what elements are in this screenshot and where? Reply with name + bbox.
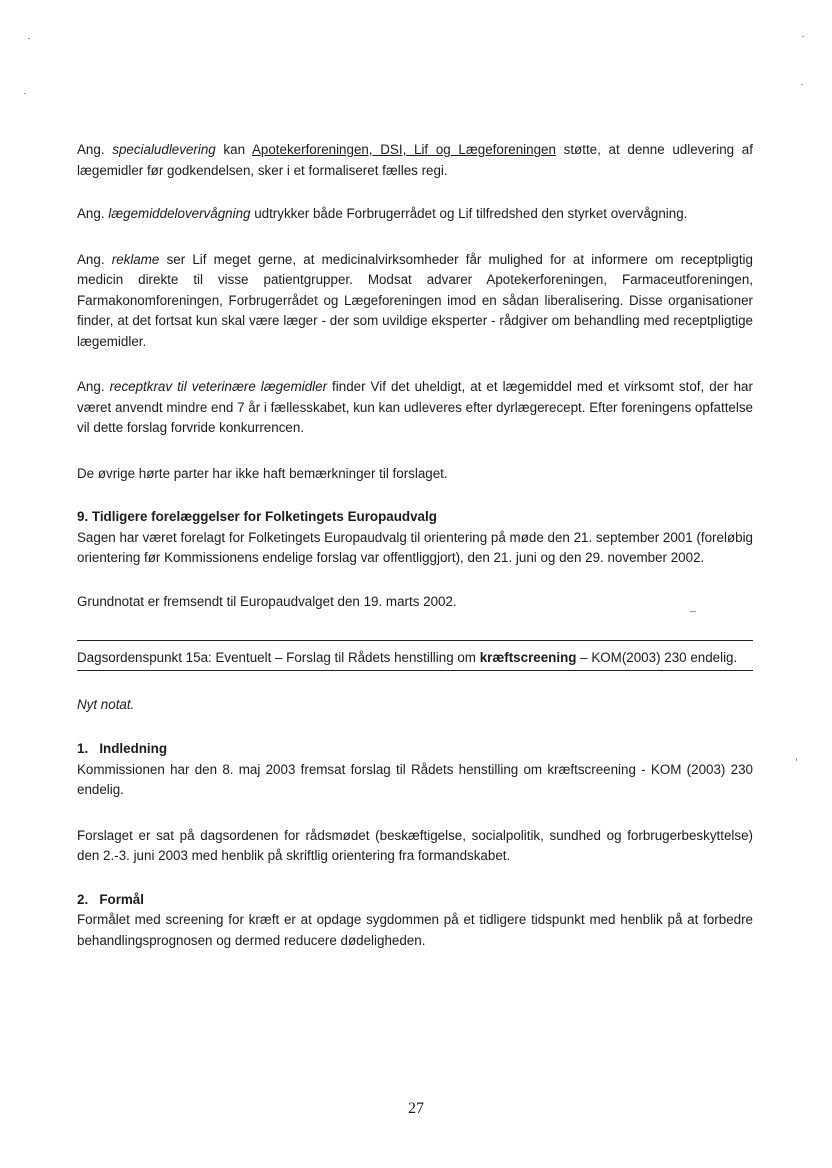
paragraph-receptkrav: Ang. receptkrav til veterinære lægemidler finder Vif det uheldigt, at et lægemiddel med et virksomt stof, der har været anvendt mindre end 7 år i fællesskabet, kun kan udleveres efter dyrlægerecept. Efter foreningens opfattelse vil dette forslag forvride konkurrencen. [77, 379, 753, 435]
page-number: 27 [408, 1100, 424, 1117]
scan-speck [801, 84, 803, 85]
underlined-organisations: Apotekerforeningen, DSI, Lif og Lægeforeningen [251, 142, 556, 157]
section-2-heading: 2. Formål [77, 891, 144, 907]
term-reklame: reklame [111, 251, 160, 267]
scan-speck [28, 38, 30, 39]
new-note-label: Nyt notat. [77, 696, 135, 712]
paragraph-overvaagning: Ang. lægemiddelovervågning udtrykker både Forbrugerrådet og Lif tilfredshed den styrket overvågning. [77, 206, 688, 221]
document-page [77, 140, 753, 951]
term-laegemiddelovervaagning: lægemiddelovervågning [108, 206, 251, 221]
paragraph-reklame: Ang. reklame ser Lif meget gerne, at medicinalvirksomheder får mulighed for at informere om receptpligtig medicin direkte til visse patientgrupper. Modsat advarer Apotekerforeningen, Farmaceutforeningen, Farmakonomforeningen, Forbrugerrådet og Lægeforeningen imod en sådan liberalisering. Disse organisationer finder, at det fortsat kun skal være læger - der som uvildige eksperter - rådgiver om behandling med receptpligtige lægemidler. [77, 251, 753, 349]
section-9-body: Sagen har været forelagt for Folketingets Europaudvalg til orientering på møde den 21. september 2001 (foreløbig orientering før Kommissionens endelige forslag var offentliggjort), den 21. juni og den 29. november 2002. [77, 529, 753, 565]
section-9 [77, 507, 753, 612]
paragraph-specialudlevering: Ang. specialudlevering kan Apotekerforeningen, DSI, Lif og Lægeforeningen støtte, at denne udlevering af lægemidler før godkendelsen, sker i et formaliseret fælles regi. [77, 142, 753, 178]
section-9-heading: 9. Tidligere forelæggelser for Folketingets Europaudvalg [77, 509, 437, 524]
section-1-body-2: Forslaget er sat på dagsordenen for rådsmødet (beskæftigelse, socialpolitik, sundhed og forbrugerbeskyttelse) den 2.-3. juni 2003 med henblik på skriftlig orientering fra formandskabet. [77, 827, 753, 863]
agenda-keyword: kræftscreening [479, 650, 577, 665]
section-1-body: Kommissionen har den 8. maj 2003 fremsat forslag til Rådets henstilling om kræftscreening - KOM (2003) 230 endelig. [77, 761, 753, 797]
section-2-body: Formålet med screening for kræft er at opdage sygdommen på et tidligere tidspunkt med henblik på at forbedre behandlingsprognosen og dermed reducere dødeligheden. [77, 912, 753, 948]
scan-speck [802, 36, 804, 37]
term-specialudlevering: specialudlevering [112, 142, 216, 157]
section-1 [77, 739, 753, 867]
section-1-heading: 1. Indledning [77, 741, 168, 756]
agenda-item-box [77, 640, 753, 671]
scan-speck [796, 758, 797, 761]
term-receptkrav: receptkrav til veterinære lægemidler [109, 379, 328, 394]
scan-speck [24, 93, 26, 94]
section-9-note: Grundnotat er fremsendt til Europaudvalget den 19. marts 2002. [77, 593, 457, 609]
paragraph-oevrige-parter: De øvrige hørte parter har ikke haft bemærkninger til forslaget. [77, 465, 448, 481]
section-2 [77, 890, 753, 952]
agenda-item-text: Dagsordenspunkt 15a: Eventuelt – Forslag til Rådets henstilling om kræftscreening – KOM(2003) 230 endelig. [77, 650, 738, 665]
